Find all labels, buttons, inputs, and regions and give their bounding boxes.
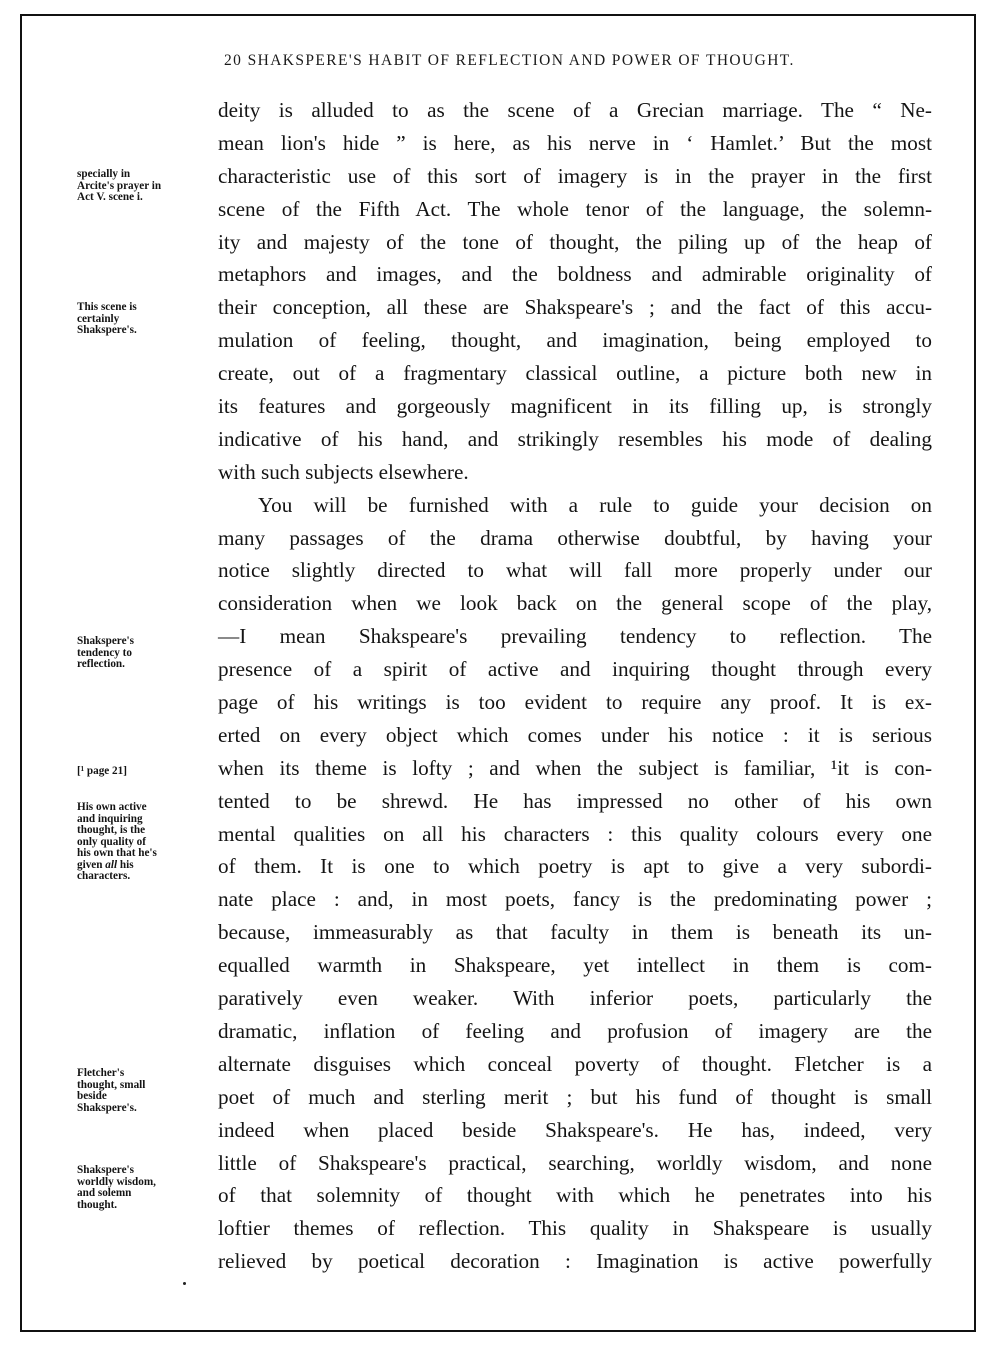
body-line: because, immeasurably as that faculty in them is beneath its un-	[218, 920, 932, 945]
margin-note-active-thought	[77, 802, 217, 883]
margin-note-line: reflection.	[77, 658, 125, 670]
body-line: indicative of his hand, and strikingly resembles his mode of dealing	[218, 426, 932, 451]
margin-note-arcite-prayer	[77, 169, 217, 204]
margin-note-line: Fletcher's	[77, 1067, 125, 1079]
stray-mark	[183, 1282, 186, 1285]
margin-note-scene-shakspere	[77, 302, 217, 337]
margin-note-line: [¹ page 21]	[77, 765, 127, 777]
margin-note-line: beside	[77, 1090, 107, 1102]
margin-note-line: thought, small	[77, 1078, 146, 1091]
margin-note-line: specially in	[77, 168, 131, 180]
body-line: alternate disguises which conceal poverty of thought. Fletcher is a	[218, 1051, 932, 1076]
margin-note-line: and solemn	[77, 1187, 132, 1199]
body-line: scene of the Fifth Act. The whole tenor of the language, the solemn-	[218, 196, 932, 221]
body-line: poet of much and sterling merit ; but his fund of thought is small	[218, 1084, 932, 1109]
body-line: notice slightly directed to what will fall more properly under our	[218, 558, 932, 583]
body-line: deity is alluded to as the scene of a Grecian marriage. The “ Ne-	[218, 98, 932, 122]
body-line: characteristic use of this sort of imagery is in the prayer in the first	[218, 163, 932, 188]
running-head: 20 SHAKSPERE'S HABIT OF REFLECTION AND POWER OF THOUGHT.	[224, 52, 795, 69]
margin-note-line: worldly wisdom,	[77, 1175, 156, 1188]
body-line: nate place : and, in most poets, fancy is the predominating power ;	[218, 887, 932, 912]
body-line: with such subjects elsewhere.	[218, 459, 469, 484]
body-line: many passages of the drama otherwise doubtful, by having your	[218, 525, 932, 550]
body-line: its features and gorgeously magnificent in its filling up, is strongly	[218, 394, 932, 419]
margin-note-line: given all his	[77, 858, 134, 871]
body-line: when its theme is lofty ; and when the subject is familiar, ¹it is con-	[218, 755, 932, 780]
margin-note-fletcher	[77, 1068, 217, 1114]
margin-note-worldly-wisdom	[77, 1165, 217, 1211]
margin-note-line: thought, is the	[77, 824, 146, 836]
margin-note-line: certainly	[77, 312, 120, 325]
margin-note-line: Act V. scene i.	[77, 191, 143, 203]
body-line: loftier themes of reflection. This quality in Shakspeare is usually	[218, 1216, 932, 1241]
body-line: relieved by poetical decoration : Imagination is active powerfully	[218, 1249, 932, 1274]
margin-note-line: Arcite's prayer in	[77, 179, 162, 192]
margin-note-line: and inquiring	[77, 812, 143, 825]
margin-note-line: his own that he's	[77, 847, 157, 859]
body-line: —I mean Shakspeare's prevailing tendency to reflection. The	[218, 624, 932, 649]
body-line: tented to be shrewd. He has impressed no other of his own	[218, 788, 932, 813]
body-line: You will be furnished with a rule to guide your decision on	[258, 492, 932, 517]
body-line: indeed when placed beside Shakspeare's. He has, indeed, very	[218, 1117, 932, 1142]
body-line: page of his writings is too evident to require any proof. It is ex-	[218, 690, 932, 715]
body-line: little of Shakspeare's practical, searching, worldly wisdom, and none	[218, 1150, 932, 1175]
body-line: their conception, all these are Shakspeare's ; and the fact of this accu-	[218, 295, 932, 320]
body-line: create, out of a fragmentary classical outline, a picture both new in	[218, 361, 932, 386]
body-line: ity and majesty of the tone of thought, the piling up of the heap of	[218, 229, 932, 254]
body-line: presence of a spirit of active and inquiring thought through every	[218, 657, 932, 682]
margin-note-line: tendency to	[77, 646, 132, 659]
body-line: dramatic, inflation of feeling and profusion of imagery are the	[218, 1018, 932, 1043]
margin-note-line: His own active	[77, 801, 147, 813]
margin-note-line: Shakspere's.	[77, 324, 137, 336]
body-line: metaphors and images, and the boldness and admirable originality of	[218, 262, 932, 287]
margin-note-line: This scene is	[77, 301, 137, 313]
body-line: equalled warmth in Shakspeare, yet intellect in them is com-	[218, 953, 932, 978]
body-line: paratively even weaker. With inferior poets, particularly the	[218, 986, 932, 1011]
body-text	[218, 94, 932, 1278]
body-line: erted on every object which comes under his notice : it is serious	[218, 722, 932, 747]
margin-note-line: only quality of	[77, 835, 147, 848]
body-line: consideration when we look back on the general scope of the play,	[218, 591, 932, 616]
margin-note-line: characters.	[77, 870, 131, 882]
body-line: mental qualities on all his characters : this quality colours every one	[218, 821, 932, 846]
body-line: mulation of feeling, thought, and imagination, being employed to	[218, 328, 932, 353]
body-line: of that solemnity of thought with which he penetrates into his	[218, 1183, 932, 1208]
margin-note-line: Shakspere's.	[77, 1101, 137, 1114]
margin-note-line: thought.	[77, 1198, 118, 1211]
body-line: of them. It is one to which poetry is apt to give a very subordi-	[218, 854, 932, 879]
margin-note-line: Shakspere's	[77, 635, 134, 647]
body-line: mean lion's hide ” is here, as his nerve in ‘ Hamlet.’ But the most	[218, 130, 932, 155]
margin-note-tendency-reflection	[77, 636, 217, 671]
margin-note-page-ref	[77, 766, 217, 778]
margin-note-line: Shakspere's	[77, 1164, 134, 1176]
